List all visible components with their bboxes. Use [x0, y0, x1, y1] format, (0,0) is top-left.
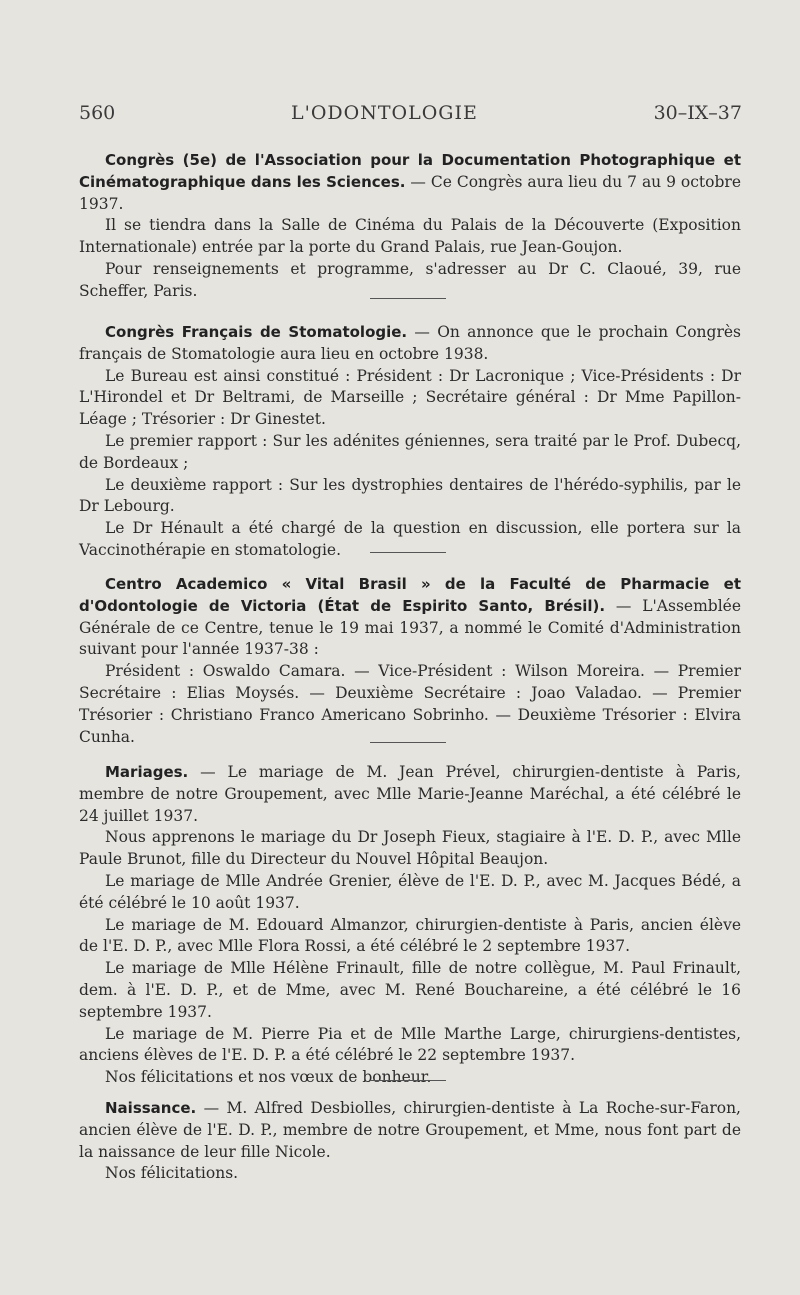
paragraph: Président : Oswaldo Camara. — Vice-Président : Wilson Moreira. — Premier Secrétaire : Elias Moysés. — Deuxième Secrétaire : Joao Valadao. — Premier Trésorier : Christiano Franco Americano Sobrinho. — Deuxième Trésorier : Elvira Cunha.: [79, 662, 741, 746]
section-congres-stomatologie: [79, 322, 741, 562]
page-number: 560: [79, 102, 116, 124]
paragraph: Nos félicitations.: [105, 1164, 239, 1183]
section-congres-documentation: [79, 150, 741, 303]
section-heading: Congrès Français de Stomatologie.: [105, 323, 408, 341]
paragraph: Le premier rapport : Sur les adénites géniennes, sera traité par le Prof. Dubecq, de Bordeaux ;: [79, 431, 741, 472]
paragraph: Nous apprenons le mariage du Dr Joseph Fieux, stagiaire à l'E. D. P., avec Mlle Paule Brunot, fille du Directeur du Nouvel Hôpital Beaujon.: [79, 828, 741, 869]
section-heading: Centro Academico « Vital Brasil » de la Faculté de Pharmacie et d'Odontologie de Victoria (État de Espirito Santo, Brésil).: [79, 575, 741, 615]
section-lead-paragraph: [79, 574, 741, 661]
paragraph: — Ce Congrès aura lieu du 7 au 9 octobre 1937.: [79, 172, 741, 213]
paragraph: Le Bureau est ainsi constitué : Président : Dr Lacronique ; Vice-Présidents : Dr L'Hirondel et Dr Beltrami, de Marseille ; Secrétaire général : Dr Mme Papillon-Léage ; Trésorier : Dr Ginestet.: [79, 366, 741, 429]
section-divider: [370, 298, 446, 299]
section-heading: Naissance.: [105, 1099, 197, 1117]
section-lead-paragraph: [79, 762, 741, 827]
section-centro-academico: [79, 574, 741, 748]
paragraph: Il se tiendra dans la Salle de Cinéma du Palais de la Découverte (Exposition Internationale) entrée par la porte du Grand Palais, rue Jean-Goujon.: [79, 216, 741, 257]
section-naissance: [79, 1098, 741, 1185]
paragraph: — L'Assemblée Générale de ce Centre, tenue le 19 mai 1937, a nommé le Comité d'Administration suivant pour l'année 1937-38 :: [79, 596, 741, 659]
journal-title: L'ODONTOLOGIE: [291, 102, 478, 124]
paragraph: Le Dr Hénault a été chargé de la question en discussion, elle portera sur la Vaccinothérapie en stomatologie.: [79, 519, 741, 559]
section-heading: Congrès (5e) de l'Association pour la Documentation Photographique et Cinématographique dans les Sciences.: [79, 151, 741, 191]
paragraph: Le mariage de Mlle Hélène Frinault, fille de notre collègue, M. Paul Frinault, dem. à l'E. D. P., et de Mme, avec M. René Bouchareine, a été célébré le 16 septembre 1937.: [79, 959, 741, 1021]
section-mariages: [79, 762, 741, 1089]
paragraph: Le mariage de M. Pierre Pia et de Mlle Marthe Large, chirurgiens-dentistes, anciens élèves de l'E. D. P. a été célébré le 22 septembre 1937.: [79, 1024, 741, 1065]
section-lead-paragraph: [79, 150, 741, 215]
running-header: [79, 100, 742, 126]
paragraph: Le deuxième rapport : Sur les dystrophies dentaires de l'hérédo-syphilis, par le Dr Lebourg.: [79, 475, 741, 516]
paragraph: — Le mariage de M. Jean Prével, chirurgien-dentiste à Paris, membre de notre Groupement, avec Mlle Marie-Jeanne Maréchal, a été célébré le 24 juillet 1937.: [79, 763, 741, 825]
section-lead-paragraph: [79, 322, 741, 366]
section-divider: [370, 742, 446, 743]
section-divider: [370, 552, 446, 553]
paragraph: — On annonce que le prochain Congrès français de Stomatologie aura lieu en octobre 1938.: [79, 323, 741, 363]
section-lead-paragraph: [79, 1098, 741, 1163]
paragraph: Le mariage de M. Edouard Almanzor, chirurgien-dentiste à Paris, ancien élève de l'E. D. P., avec Mlle Flora Rossi, a été célébré le 2 septembre 1937.: [79, 915, 741, 956]
paragraph: — M. Alfred Desbiolles, chirurgien-dentiste à La Roche-sur-Faron, ancien élève de l'E. D. P., membre de notre Groupement, et Mme, nous font part de la naissance de leur fille Nicole.: [79, 1099, 741, 1161]
section-heading: Mariages.: [105, 763, 189, 781]
issue-date: 30–IX–37: [653, 102, 742, 124]
paragraph: Le mariage de Mlle Andrée Grenier, élève de l'E. D. P., avec M. Jacques Bédé, a été célébré le 10 août 1937.: [79, 871, 741, 912]
paragraph: Pour renseignements et programme, s'adresser au Dr C. Claoué, 39, rue Scheffer, Paris.: [79, 259, 741, 300]
section-divider: [370, 1080, 446, 1081]
paragraph: Nos félicitations et nos vœux de bonheur.: [105, 1068, 432, 1087]
